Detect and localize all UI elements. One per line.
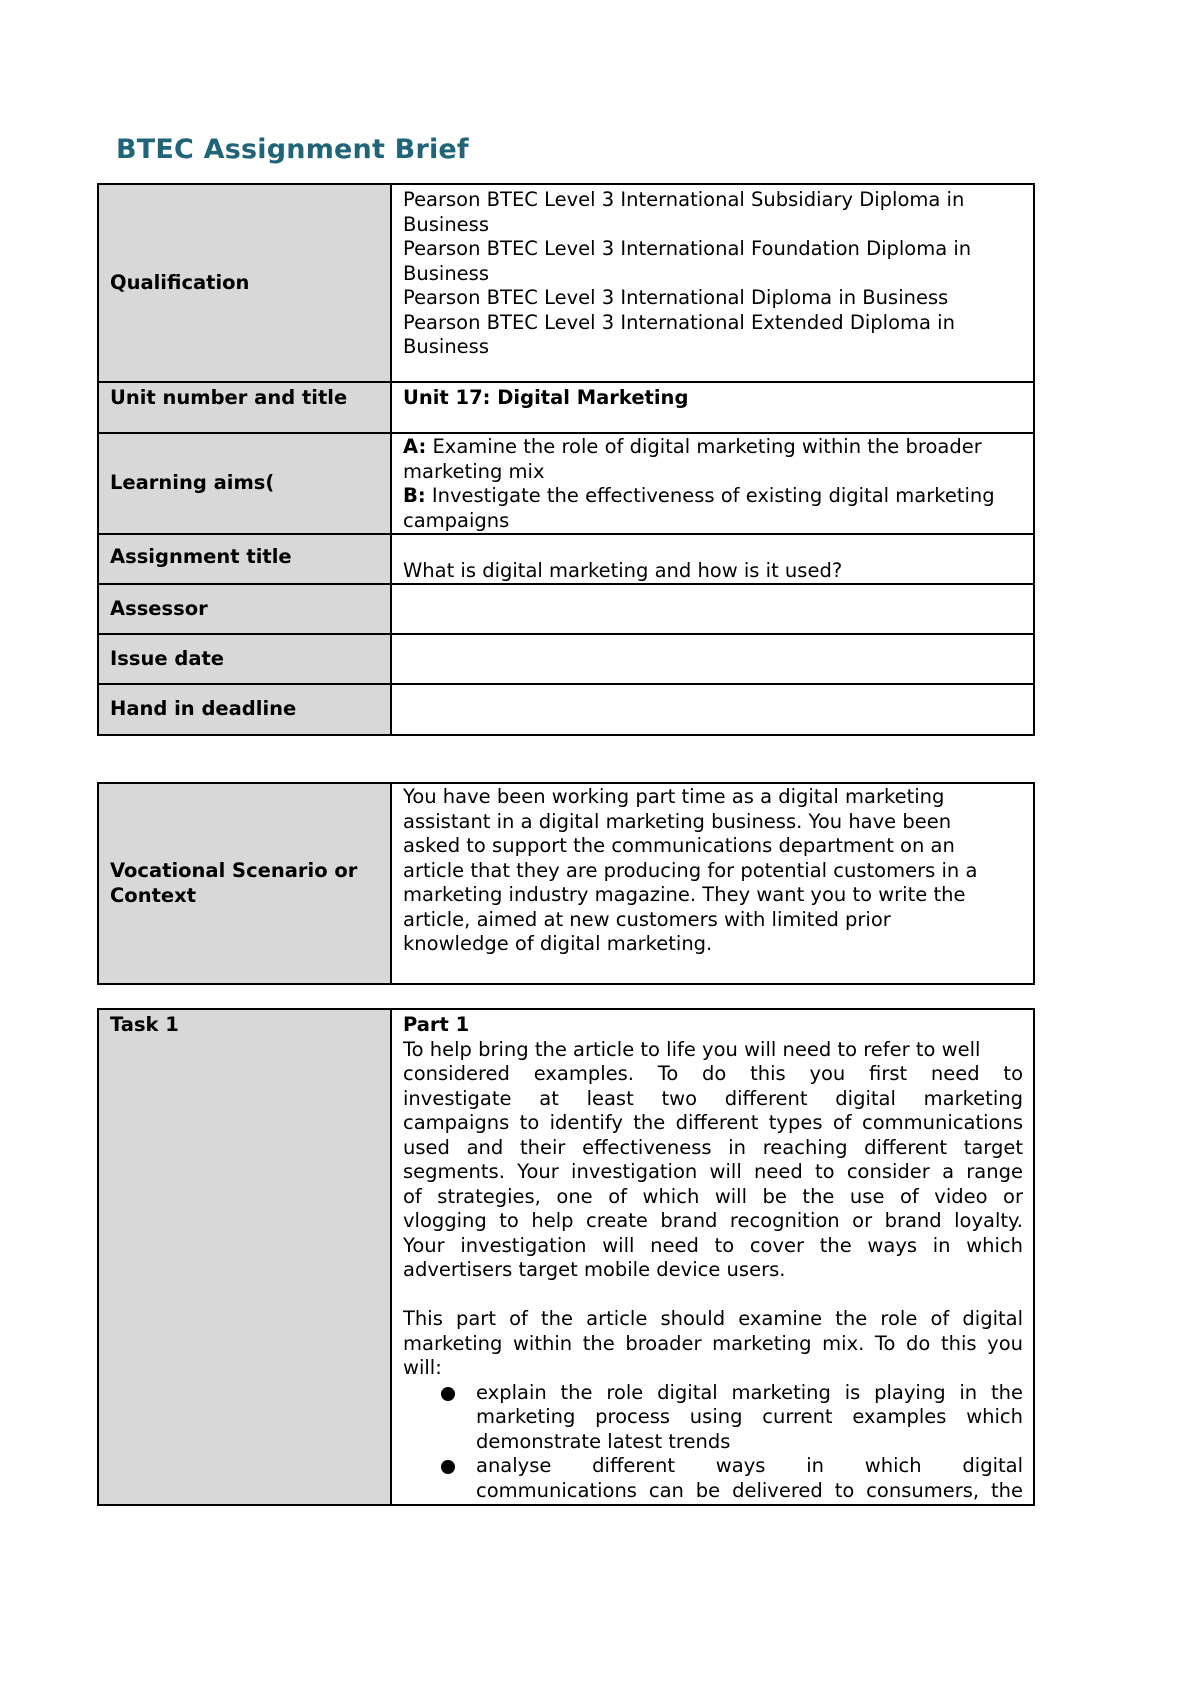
scenario-line: asked to support the communications department on an: [403, 834, 955, 857]
scenario-line: article, aimed at new customers with limited prior: [403, 907, 891, 931]
task-paragraph-line: Your investigation will need to cover the ways in which: [403, 1233, 1023, 1257]
scenario-value: [391, 783, 1034, 984]
task-bullet-list: [403, 1381, 1023, 1504]
paragraph-spacer: [403, 1283, 1023, 1308]
bullet-line: marketing process using current examples which: [476, 1405, 1023, 1428]
learning-aim-a: [403, 435, 1023, 484]
assignment-title-row: [98, 534, 1034, 584]
task-table: [97, 1008, 1035, 1506]
task-row: [98, 1009, 1034, 1505]
bullet-line: explain the role digital marketing is playing in the: [476, 1380, 1023, 1404]
bullet-line: communications can be delivered to consumers, the: [476, 1478, 1023, 1502]
task-paragraph-line: considered examples. To do this you first need to: [403, 1062, 1023, 1085]
task-paragraph-line: To help bring the article to life you will need to refer to well: [403, 1037, 981, 1061]
issue-date-value: [391, 634, 1034, 684]
qualification-row: [98, 184, 1034, 382]
unit-label: Unit number and title: [98, 382, 391, 433]
qualification-value: [391, 184, 1034, 382]
task-bullet-item: [403, 1381, 1023, 1455]
learning-aim-text: Examine the role of digital marketing within the broader marketing mix: [403, 435, 982, 483]
scenario-line: assistant in a digital marketing business. You have been: [403, 809, 952, 833]
qualification-label: Qualification: [98, 184, 391, 382]
learning-aim-code: B:: [403, 484, 426, 507]
deadline-value: [391, 684, 1034, 735]
scenario-table: [97, 782, 1035, 985]
issue-date-row: [98, 634, 1034, 684]
scenario-line: marketing industry magazine. They want you to write the: [403, 883, 966, 906]
issue-date-label: Issue date: [98, 634, 391, 684]
task-paragraph-line: used and their effectiveness in reaching different target: [403, 1135, 1023, 1159]
task-part-heading: Part 1: [403, 1013, 470, 1036]
learning-aims-row: [98, 433, 1034, 534]
qualification-line: Pearson BTEC Level 3 International Subsidiary Diploma in: [403, 188, 965, 211]
unit-row: [98, 382, 1034, 433]
deadline-row: [98, 684, 1034, 735]
task-paragraph-line: vlogging to help create brand recognition or brand loyalty.: [403, 1209, 1023, 1232]
qualification-line: Business: [403, 261, 489, 285]
scenario-line: article that they are producing for potential customers in a: [403, 858, 978, 882]
learning-aim-text: Investigate the effectiveness of existing digital marketing campaigns: [403, 484, 995, 532]
learning-aim-b: [403, 484, 1023, 533]
bullet-icon: [441, 1387, 455, 1401]
qualification-line: Pearson BTEC Level 3 International Diploma in Business: [403, 286, 949, 309]
scenario-line: knowledge of digital marketing.: [403, 932, 713, 955]
scenario-line: You have been working part time as a digital marketing: [403, 785, 945, 808]
task-paragraph-line: of strategies, one of which will be the use of video or: [403, 1184, 1023, 1208]
qualification-line: Business: [403, 335, 489, 358]
unit-value: Unit 17: Digital Marketing: [391, 382, 1034, 433]
learning-aim-code: A:: [403, 435, 427, 458]
assessor-label: Assessor: [98, 584, 391, 634]
qualification-line: Pearson BTEC Level 3 International Foundation Diploma in: [403, 237, 972, 260]
qualification-line: Business: [403, 212, 489, 236]
assessor-row: [98, 584, 1034, 634]
deadline-label: Hand in deadline: [98, 684, 391, 735]
task-bullet-item: [403, 1454, 1023, 1503]
page-title: BTEC Assignment Brief: [116, 134, 469, 165]
task-paragraph-line: investigate at least two different digital marketing: [403, 1086, 1023, 1110]
task-paragraph-line: segments. Your investigation will need to consider a range: [403, 1160, 1023, 1183]
bullet-line: demonstrate latest trends: [476, 1429, 731, 1453]
task-paragraph-line: campaigns to identify the different types of communications: [403, 1111, 1023, 1134]
assessor-value: [391, 584, 1034, 634]
assignment-title-value: What is digital marketing and how is it used?: [391, 534, 1034, 584]
scenario-row: [98, 783, 1034, 984]
assignment-title-label: Assignment title: [98, 534, 391, 584]
task-content: [391, 1009, 1034, 1505]
assignment-brief-table: [97, 183, 1035, 736]
bullet-line: analyse different ways in which digital: [476, 1454, 1023, 1477]
learning-aims-label: Learning aims(: [98, 433, 391, 534]
task-label: Task 1: [98, 1009, 391, 1505]
task-paragraph-line: advertisers target mobile device users.: [403, 1258, 786, 1281]
task-paragraph-line: marketing within the broader marketing mix. To do this you: [403, 1331, 1023, 1355]
learning-aims-value: [391, 433, 1034, 534]
task-paragraph-line: This part of the article should examine the role of digital: [403, 1307, 1023, 1330]
qualification-line: Pearson BTEC Level 3 International Extended Diploma in: [403, 310, 955, 334]
task-paragraph-line: will:: [403, 1356, 442, 1379]
bullet-icon: [441, 1460, 455, 1474]
scenario-label: Vocational Scenario or Context: [98, 783, 391, 984]
